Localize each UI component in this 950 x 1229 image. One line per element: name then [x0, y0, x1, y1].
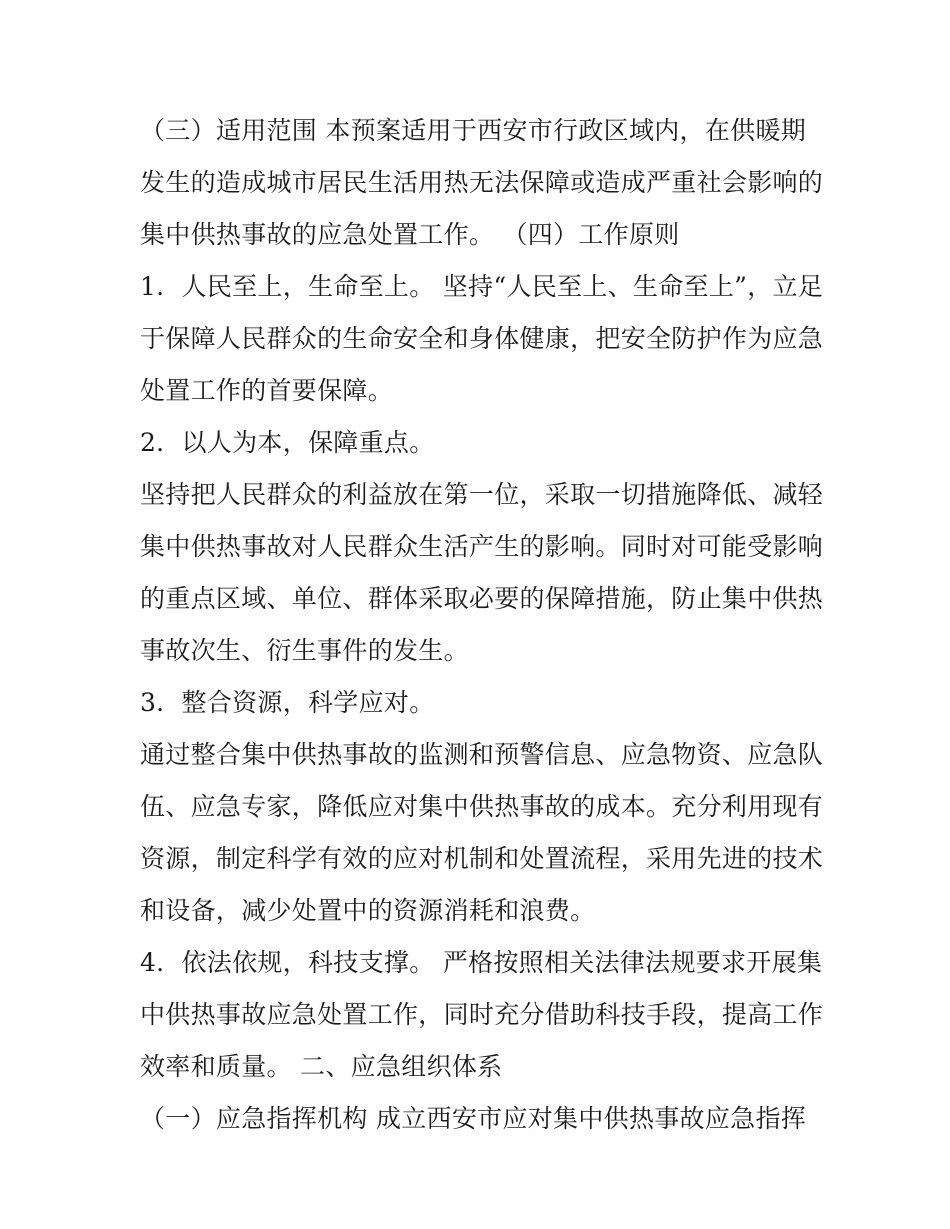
text-line: （三）适用范围 本预案适用于西安市行政区域内，在供暖期: [140, 116, 807, 145]
text-line: 坚持把人民群众的利益放在第一位，采取一切措施降低、减轻: [140, 480, 824, 509]
text-line: 的重点区域、单位、群体采取必要的保障措施，防止集中供热: [140, 584, 824, 613]
text-line: 于保障人民群众的生命安全和身体健康，把安全防护作为应急: [140, 324, 824, 353]
text-line: 发生的造成城市居民生活用热无法保障或造成严重社会影响的: [140, 168, 824, 197]
text-line: 处置工作的首要保障。: [140, 376, 394, 405]
text-line: 4．依法依规，科技支撑。 严格按照相关法律法规要求开展集: [140, 948, 823, 977]
text-line: 3．整合资源，科学应对。: [140, 688, 435, 717]
text-line: （一）应急指挥机构 成立西安市应对集中供热事故应急指挥: [140, 1104, 807, 1133]
text-line: 2．以人为本，保障重点。: [140, 428, 435, 457]
text-line: 通过整合集中供热事故的监测和预警信息、应急物资、应急队: [140, 740, 824, 769]
text-line: 1．人民至上，生命至上。 坚持“人民至上、生命至上”，立足: [140, 272, 824, 301]
text-line: 事故次生、衍生事件的发生。: [140, 636, 469, 665]
text-line: 集中供热事故对人民群众生活产生的影响。同时对可能受影响: [140, 532, 824, 561]
text-line: 集中供热事故的应急处置工作。 （四）工作原则: [140, 220, 680, 249]
text-line: 伍、应急专家，降低应对集中供热事故的成本。充分利用现有: [140, 792, 824, 821]
text-line: 和设备，减少处置中的资源消耗和浪费。: [140, 896, 596, 925]
text-line: 资源，制定科学有效的应对机制和处置流程，采用先进的技术: [140, 844, 824, 873]
text-line: 效率和质量。 二、应急组织体系: [140, 1052, 503, 1081]
text-line: 中供热事故应急处置工作，同时充分借助科技手段，提高工作: [140, 1000, 824, 1029]
document-body: [140, 105, 824, 1145]
